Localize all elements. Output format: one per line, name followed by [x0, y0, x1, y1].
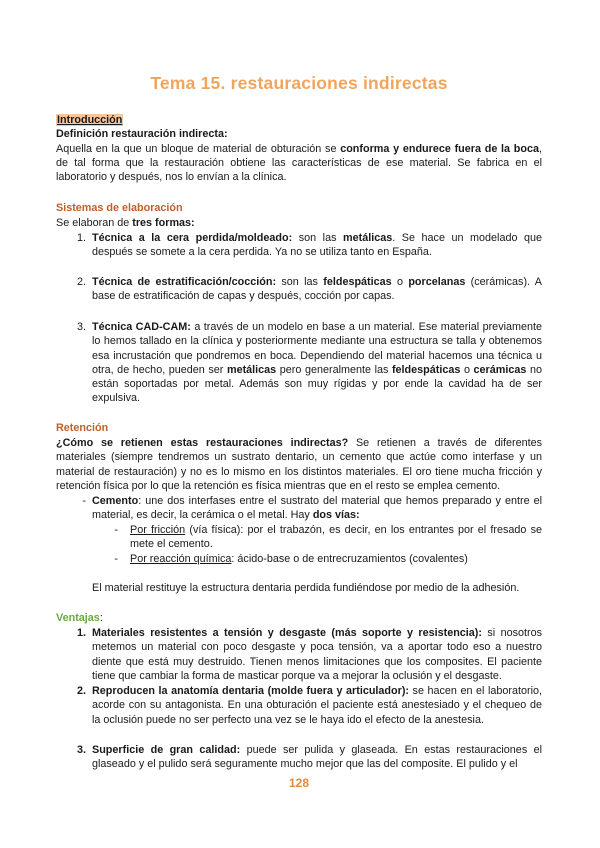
text: (vía física): por el trabazón, es decir, en los entrantes por el fresado se mete el cemento. [130, 524, 542, 551]
text-underline: Por fricción [130, 524, 186, 536]
text: son las [276, 276, 324, 288]
sistemas-item-3 [56, 320, 542, 408]
ventajas-item-1 [56, 626, 542, 684]
text: : [99, 612, 103, 624]
definition-paragraph [56, 142, 542, 185]
intro-heading: Introducción [57, 114, 123, 126]
text: o [391, 276, 409, 288]
text-bold: Superficie de gran calidad: [92, 744, 241, 756]
list-dash: - [82, 495, 86, 507]
text-bold: metálicas [343, 232, 393, 244]
text-bold: Materiales resistentes a tensión y desgaste (más soporte y resistencia): [92, 627, 482, 639]
list-number: 3. [76, 744, 86, 756]
list-number: 1. [76, 627, 86, 639]
intro-section [56, 113, 542, 184]
list-dash: - [114, 553, 118, 565]
text-bold: dos vías: [312, 509, 360, 522]
section-heading: Retención [56, 422, 109, 434]
text-bold: boca [513, 142, 539, 155]
text-bold: Técnica CAD-CAM: [92, 321, 191, 333]
document-title: Tema 15. restauraciones indirectas [150, 73, 448, 93]
sistemas-item-2 [56, 275, 542, 305]
definition-title: Definición restauración indirecta: [56, 128, 228, 141]
text: Se elaboran de [56, 217, 133, 229]
retencion-heading [56, 421, 542, 435]
list-number: 2. [76, 685, 86, 697]
text-bold: Técnica a la cera perdida/moldeado: [92, 232, 293, 244]
cemento-item [56, 494, 542, 524]
text: , de tal forma que la restauración obtiene las características de ese material. Se fabrica en el laboratorio y después, nos lo envían a la clínica. [56, 142, 542, 184]
list-number: 2. [76, 276, 86, 288]
sub-item-1 [96, 523, 542, 553]
retencion-paragraph [56, 436, 542, 493]
page-number: 128 [288, 776, 310, 790]
section-heading: Ventajas [56, 612, 100, 624]
text: : une dos interfases entre el sustrato del material que hemos preparado y entre el material, es decir, la cerámica o el metal. Hay [92, 495, 542, 522]
text: : ácido-base o de entrecruzamientos (covalentes) [231, 553, 468, 565]
ventajas-heading [56, 611, 542, 625]
text-bold: Reproducen la anatomía dentaria (molde fuera y articulador): [92, 685, 410, 697]
list-number: 3. [76, 321, 86, 333]
text-bold: tres formas: [132, 217, 195, 229]
text: pero generalmente las [276, 363, 392, 376]
section-heading: Sistemas de elaboración [56, 202, 183, 214]
list-number: 1. [76, 232, 86, 244]
text: (cerámicas). A base de estratificación de capas y después, cocción por capas. [92, 276, 542, 303]
text: son las [292, 232, 344, 244]
text: se hacen en el laboratorio, acorde con su antagonista. En una obturación el paciente está anestesiado y el chequeo de la oclusión puede no ser perfecto una vez se le haya ido el efecto de la anestesia. [92, 685, 542, 726]
text-bold: cerámicas [473, 363, 527, 376]
sistemas-heading [56, 201, 542, 215]
text-bold: porcelanas [408, 276, 466, 288]
text: no están soportadas por metal. Además son muy rígidas y por ende la cavidad ha de ser expulsiva. [92, 363, 542, 405]
sistemas-item-1 [56, 231, 542, 261]
text-bold: conforma y endurece fuera de la [340, 142, 511, 155]
text: si nosotros metemos un material con poco desgaste y poca tensión, va a aportar todo eso a nuestro diente que está muy destruido. Tienen menos limitaciones que los composites. El paciente tiene que cambiar la forma de masticar porque va a mejorar la oclusión y el desgaste. [92, 627, 542, 682]
retencion-closing: El material restituye la estructura dentaria perdida fundiéndose por medio de la adhesión. [92, 582, 520, 594]
text-bold: feldespáticas [323, 276, 392, 288]
sistemas-lead [56, 216, 542, 230]
text: Se retienen a través de diferentes materiales (siempre tendremos un sustrato dentario, un cemento que actúe como interfase y un material de restauración) y no es lo mismo en los distintos materiales. El oro tiene mucha fricción y retención física por lo que la retención es física mientras que en el resto se emplea cemento. [56, 437, 542, 492]
text-bold: metálicas [226, 363, 277, 376]
text: . Se hace un modelado que después se somete a la cera perdida. Ya no se utiliza tanto en España. [92, 232, 543, 259]
text: o [460, 363, 474, 376]
text-bold: feldespáticas [391, 363, 461, 376]
text: Aquella en la que un bloque de material de obturación se [56, 142, 341, 155]
list-dash: - [114, 524, 118, 536]
text-bold: ¿Cómo se retienen estas restauraciones indirectas? [56, 437, 349, 449]
text-bold: Cemento [92, 495, 139, 507]
text-bold: Técnica de estratificación/cocción: [92, 276, 277, 288]
text-underline: Por reacción química [130, 553, 232, 565]
ventajas-item-3 [56, 743, 542, 773]
text: puede ser pulida y glaseada. En estas restauraciones el glaseado y el pulido será seguramente mucho mejor que las del composite. El pulido y el [92, 744, 543, 771]
text: a través de un modelo en base a un material. Ese material previamente lo hemos tallado en la clínica y posteriormente mediante una estructura se talla y obtenemos esa incrustación que pondremos en boca. Dependiendo del material hacemos una técnica u otra, de hecho, pueden ser [92, 321, 542, 376]
ventajas-item-2 [56, 684, 542, 742]
